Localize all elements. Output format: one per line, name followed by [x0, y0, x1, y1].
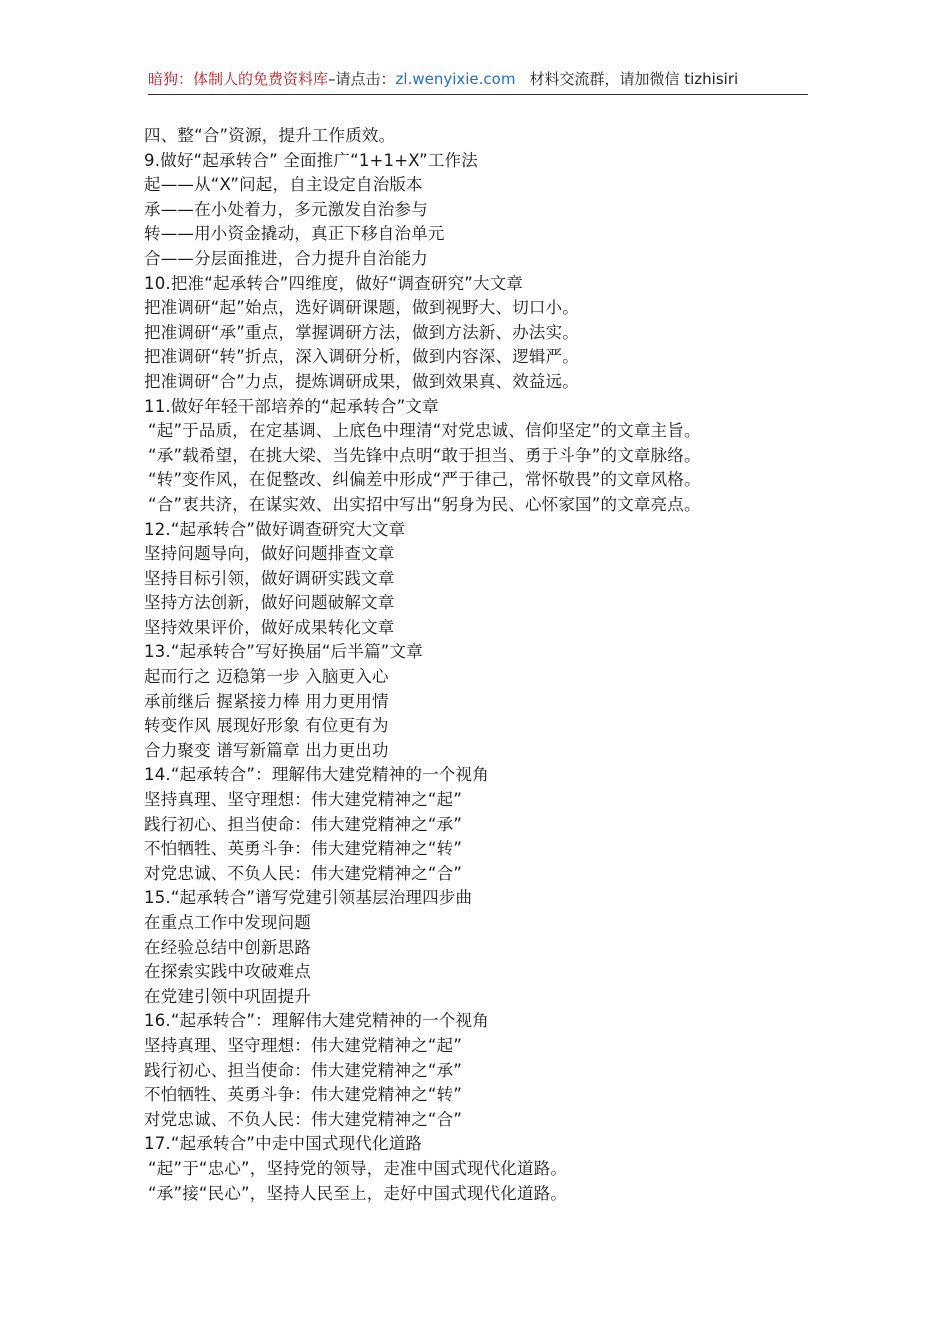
item-heading: 11.做好年轻干部培养的“起承转合”文章 [144, 396, 439, 416]
text-line: 承——在小处着力，多元激发自治参与 [144, 199, 428, 219]
text-line: 转——用小资金撬动，真正下移自治单元 [144, 224, 445, 244]
section-heading: 四、整“合”资源，提升工作质效。 [144, 126, 396, 145]
text-line: 坚持效果评价，做好成果转化文章 [144, 617, 395, 637]
text-line: 在党建引领中巩固提升 [144, 986, 311, 1006]
text-line: 坚持问题导向，做好问题排查文章 [144, 544, 395, 564]
text-line: 不怕牺牲、英勇斗争：伟大建党精神之“转” [144, 839, 463, 859]
text-line: 坚持真理、坚守理想：伟大建党精神之“起” [144, 790, 463, 810]
document-body [144, 124, 824, 1206]
text-line: 把准调研“转”折点，深入调研分析，做到内容深、逻辑严。 [144, 347, 579, 367]
item-heading: 14.“起承转合”：理解伟大建党精神的一个视角 [144, 765, 489, 785]
text-line: 在经验总结中创新思路 [144, 937, 311, 957]
item-heading: 17.“起承转合”中走中国式现代化道路 [144, 1134, 423, 1154]
text-line: 承前继后 握紧接力棒 用力更用情 [144, 691, 389, 711]
text-line: “承”载希望，在挑大梁、当先锋中点明“敢于担当、勇于斗争”的文章脉络。 [148, 445, 701, 465]
item-heading: 15.“起承转合”谱写党建引领基层治理四步曲 [144, 888, 473, 908]
text-line: “起”于“忠心”，坚持党的领导，走准中国式现代化道路。 [148, 1158, 568, 1178]
header-brand: 暗狗：体制人的免费资料库 [148, 70, 329, 88]
text-line: “承”接“民心”，坚持人民至上，走好中国式现代化道路。 [148, 1183, 568, 1203]
text-line: 对党忠诚、不负人民：伟大建党精神之“合” [144, 1109, 463, 1129]
text-line: 坚持真理、坚守理想：伟大建党精神之“起” [144, 1035, 463, 1055]
header-contact: 材料交流群，请加微信 tizhisiri [529, 70, 739, 88]
text-line: 践行初心、担当使命：伟大建党精神之“承” [144, 1060, 463, 1080]
item-heading: 12.“起承转合”做好调查研究大文章 [144, 519, 406, 539]
text-line: “转”变作风，在促整改、纠偏差中形成“严于律己，常怀敬畏”的文章风格。 [148, 470, 701, 490]
text-line: 把准调研“起”始点，选好调研课题，做到视野大、切口小。 [144, 298, 579, 318]
header-link-prefix: –请点击： [328, 70, 396, 88]
text-line: 坚持目标引领，做好调研实践文章 [144, 568, 395, 588]
text-line: 起而行之 迈稳第一步 入脑更入心 [144, 667, 389, 687]
text-line: 坚持方法创新，做好问题破解文章 [144, 593, 395, 613]
item-heading: 10.把准“起承转合”四维度，做好“调查研究”大文章 [144, 273, 524, 293]
text-line: 合力聚变 谱写新篇章 出力更出功 [144, 740, 389, 760]
text-line: 把准调研“承”重点，掌握调研方法，做到方法新、办法实。 [144, 322, 579, 342]
item-heading: 13.“起承转合”写好换届“后半篇”文章 [144, 642, 423, 662]
header-link[interactable]: zl.wenyixie.com [395, 70, 516, 88]
page-header [148, 68, 808, 95]
text-line: 对党忠诚、不负人民：伟大建党精神之“合” [144, 863, 463, 883]
text-line: 转变作风 展现好形象 有位更有为 [144, 716, 389, 736]
text-line: 践行初心、担当使命：伟大建党精神之“承” [144, 814, 463, 834]
text-line: 在探索实践中攻破难点 [144, 962, 311, 982]
item-heading: 16.“起承转合”：理解伟大建党精神的一个视角 [144, 1011, 489, 1031]
text-line: 合——分层面推进，合力提升自治能力 [144, 248, 428, 268]
text-line: 不怕牺牲、英勇斗争：伟大建党精神之“转” [144, 1085, 463, 1105]
text-line: 在重点工作中发现问题 [144, 913, 311, 932]
text-line: 把准调研“合”力点，提炼调研成果，做到效果真、效益远。 [144, 371, 579, 391]
text-line: “合”衷共济，在谋实效、出实招中写出“躬身为民、心怀家国”的文章亮点。 [148, 494, 701, 514]
text-line: “起”于品质，在定基调、上底色中理清“对党忠诚、信仰坚定”的文章主旨。 [148, 421, 701, 441]
text-line: 起——从“X”问起，自主设定自治版本 [144, 175, 423, 195]
item-heading: 9.做好“起承转合” 全面推广“1+1+X”工作法 [144, 150, 478, 170]
